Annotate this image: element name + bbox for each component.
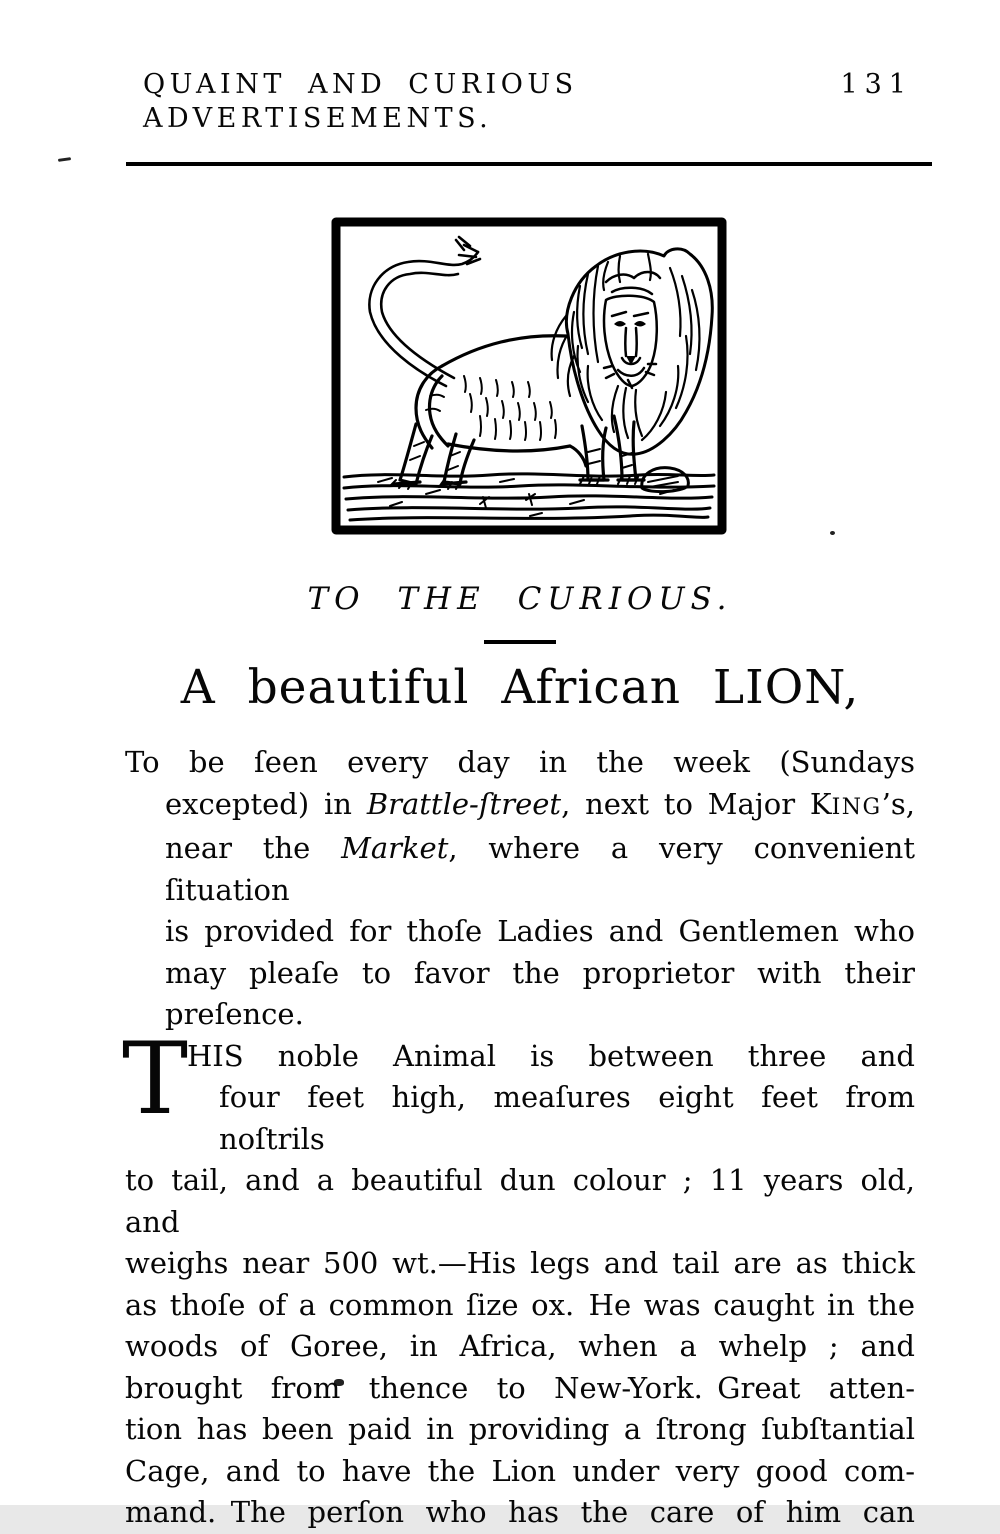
text-segment: mand. The perſon who has the care of him can xyxy=(125,1495,915,1529)
advertisement-title: A beautiful African LION, xyxy=(180,660,860,715)
paragraph-line xyxy=(125,1492,915,1534)
text-segment: tion has been paid in providing a ſtrong ſubſtantial xyxy=(125,1412,915,1446)
text-segment: To be ſeen every day in the week (Sundays xyxy=(125,745,915,779)
text-segment: ’s, xyxy=(881,786,915,821)
text-segment: HIS noble Animal is between three and xyxy=(187,1038,915,1073)
header-rule xyxy=(126,162,932,166)
text-segment: , next to Major K xyxy=(561,786,832,821)
paragraph-intro xyxy=(125,742,915,1036)
lion-woodcut-figure xyxy=(330,216,728,536)
paragraph-line xyxy=(125,1036,915,1078)
paragraph-line xyxy=(125,1077,915,1160)
text-segment: to tail, and a beautiful dun colour ; 11 years old, and xyxy=(125,1163,915,1239)
text-segment: ING xyxy=(831,794,882,820)
paragraph-line xyxy=(125,1326,915,1368)
text-segment: near the xyxy=(165,831,342,865)
section-divider-rule xyxy=(484,640,556,644)
page-content xyxy=(122,0,915,1534)
text-segment: four feet high, meaſures eight feet from noſtrils xyxy=(219,1080,915,1156)
paragraph-line xyxy=(125,1160,915,1243)
drop-cap: T xyxy=(122,1021,189,1137)
paragraph-line xyxy=(125,994,915,1036)
scan-artifact xyxy=(58,157,71,162)
text-segment: preſence. xyxy=(165,997,304,1031)
running-header xyxy=(125,68,915,136)
text-segment: woods of Goree, in Africa, when a whelp ; and xyxy=(125,1329,915,1363)
paragraph-line xyxy=(125,1243,915,1285)
section-heading: TO THE CURIOUS. xyxy=(307,581,733,617)
text-segment: Cage, and to have the Lion under very good com- xyxy=(125,1453,915,1488)
text-segment: may pleaſe to favor the proprietor with their xyxy=(165,955,915,990)
paragraph-line xyxy=(125,828,915,911)
text-segment: excepted) in xyxy=(165,786,367,821)
text-segment: Brattle-ſtreet xyxy=(366,786,562,821)
text-segment: as thoſe of a common ſize ox. He was caught in the xyxy=(125,1287,915,1322)
paragraph-line xyxy=(125,784,915,829)
text-segment: Market xyxy=(341,831,449,865)
paragraph-line xyxy=(125,742,915,784)
running-header-title: QUAINT AND CURIOUS ADVERTISEMENTS. xyxy=(143,69,578,134)
text-segment: is provided for thoſe Ladies and Gentlemen who xyxy=(165,914,915,948)
text-segment: weighs near 500 wt.—His legs and tail are as thick xyxy=(125,1246,915,1280)
page-number: 131 xyxy=(840,69,913,100)
paragraph-line xyxy=(125,1451,915,1493)
paragraph-line xyxy=(125,911,915,953)
lion-woodcut-illustration xyxy=(330,216,728,536)
paragraph-line xyxy=(125,1409,915,1451)
paragraph-line xyxy=(125,1285,915,1327)
text-segment: , where a very convenient ſituation xyxy=(165,831,915,907)
paragraph-line xyxy=(125,1368,915,1410)
text-segment: brought from thence to New-York. Great atten- xyxy=(125,1370,915,1405)
paragraph-line xyxy=(125,953,915,995)
paragraph-description xyxy=(122,1021,915,1534)
